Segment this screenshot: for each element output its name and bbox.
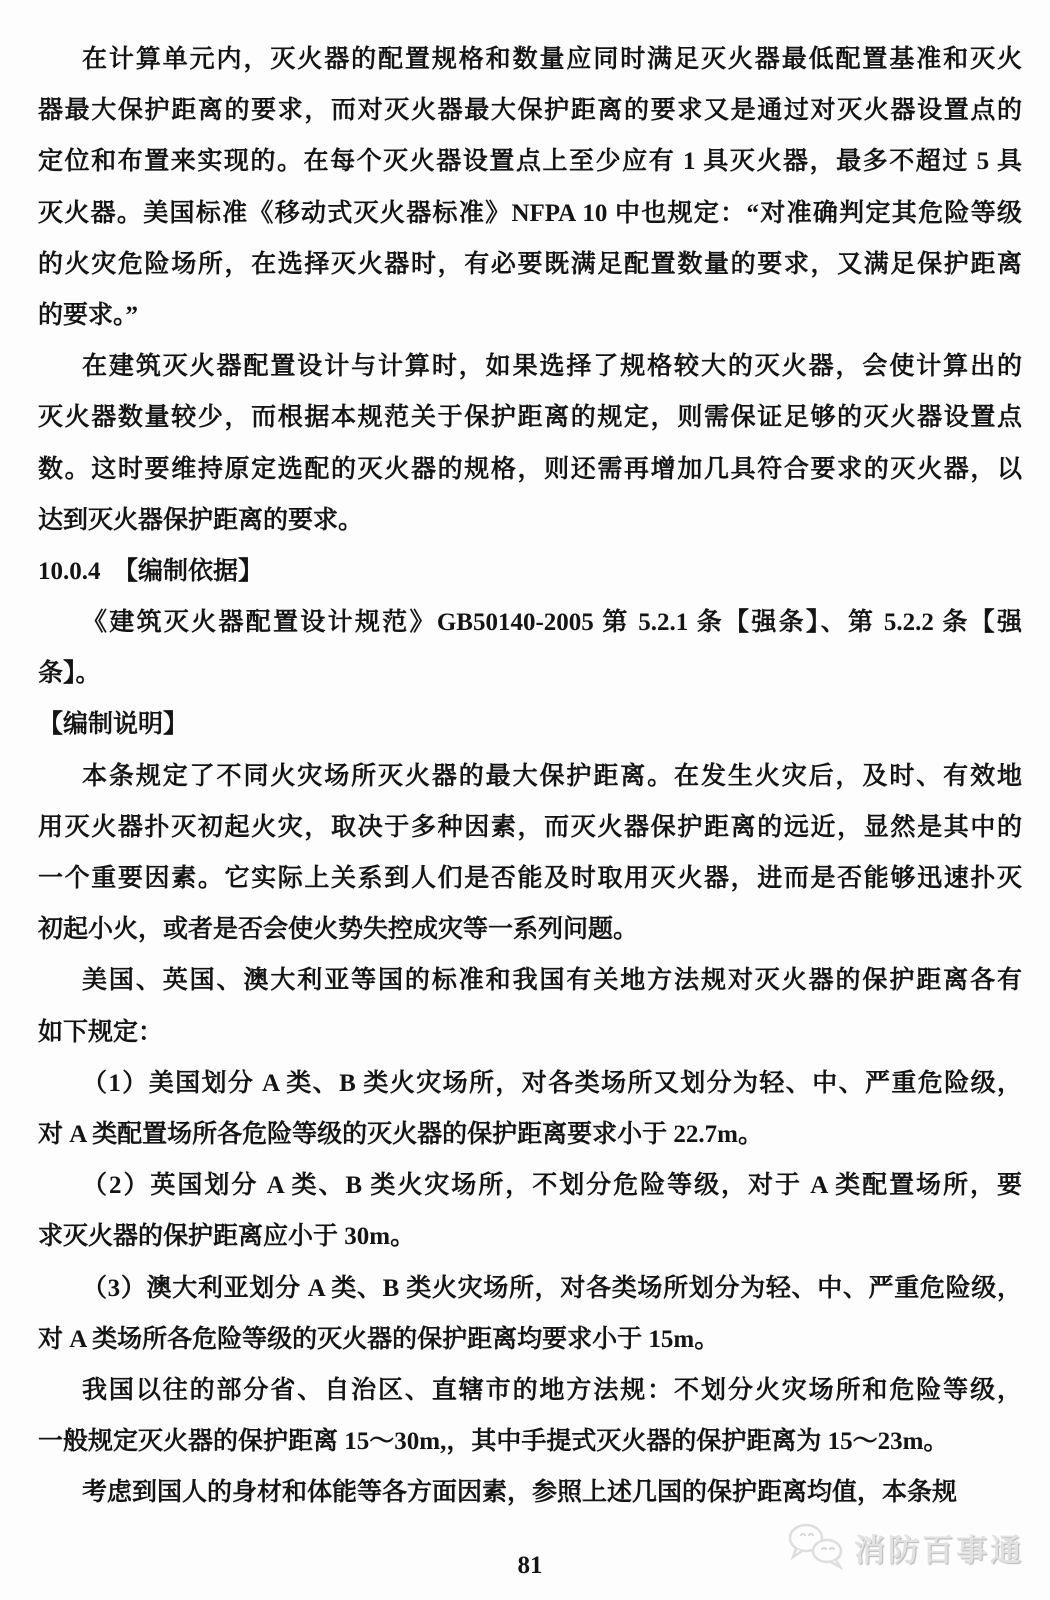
text-line: 用灭火器扑灭初起火灾，取决于多种因素，而灭火器保护距离的远近，显然是其中的 <box>38 813 1022 841</box>
text-line: 达到灭火器保护距离的要求。 <box>38 506 364 534</box>
section-heading <box>38 699 1022 750</box>
document-body <box>38 34 1022 1518</box>
text-line: 在建筑灭火器配置设计与计算时，如果选择了规格较大的灭火器，会使计算出的 <box>82 353 1022 381</box>
text-line: （1）美国划分 A 类、B 类火灾场所，对各类场所又划分为轻、中、严重危险级， <box>82 1069 1022 1097</box>
paragraph <box>38 751 1022 956</box>
text-line: 求灭火器的保护距离应小于 30m。 <box>38 1223 416 1251</box>
text-line: 对 A 类场所各危险等级的灭火器的保护距离均要求小于 15m。 <box>38 1325 720 1353</box>
text-line: （3）澳大利亚划分 A 类、B 类火灾场所，对各类场所划分为轻、中、严重危险级， <box>82 1274 1022 1302</box>
paragraph <box>38 955 1022 1057</box>
text-line: 考虑到国人的身材和体能等各方面因素，参照上述几国的保护距离均值，本条规 <box>82 1479 958 1507</box>
paragraph <box>38 34 1022 341</box>
text-line: 初起小火，或者是否会使火势失控成灾等一系列问题。 <box>38 916 639 944</box>
paragraph <box>38 597 1022 699</box>
text-line: 本条规定了不同火灾场所灭火器的最大保护距离。在发生火灾后，及时、有效地 <box>82 762 1022 790</box>
watermark-label: 消防百事通 <box>854 1533 1024 1568</box>
text-line: 10.0.4 【编制依据】 <box>38 557 264 585</box>
text-line: 条】。 <box>38 660 101 688</box>
text-line: 如下规定： <box>38 1018 164 1046</box>
paragraph <box>38 1263 1022 1365</box>
text-line: 定位和布置来实现的。在每个灭火器设置点上至少应有 1 具灭火器，最多不超过 5 具 <box>38 148 1022 176</box>
text-line: 《建筑灭火器配置设计规范》GB50140-2005 第 5.2.1 条【强条】、第 5.2.2 条【强 <box>82 609 1022 637</box>
paragraph <box>38 1058 1022 1160</box>
section-heading <box>38 546 1022 597</box>
text-line: 在计算单元内，灭火器的配置规格和数量应同时满足灭火器最低配置基准和灭火 <box>82 46 1022 73</box>
page-number: 81 <box>517 1552 543 1579</box>
text-line: 一般规定灭火器的保护距离 15～30m,，其中手提式灭火器的保护距离为 15～23m。 <box>38 1428 949 1456</box>
text-line: （2）英国划分 A 类、B 类火灾场所，不划分危险等级，对于 A 类配置场所，要 <box>82 1172 1022 1200</box>
text-line: 灭火器数量较少，而根据本规范关于保护距离的规定，则需保证足够的灭火器设置点 <box>38 404 1022 432</box>
paragraph <box>38 1365 1022 1467</box>
text-line: 一个重要因素。它实际上关系到人们是否能及时取用灭火器，进而是否能够迅速扑灭 <box>38 865 1022 892</box>
paragraph <box>38 1160 1022 1262</box>
text-line: 【编制说明】 <box>38 711 189 739</box>
paragraph <box>38 341 1022 546</box>
paragraph <box>38 1467 1022 1518</box>
text-line: 数。这时要维持原定选配的灭火器的规格，则还需再增加几具符合要求的灭火器，以 <box>38 455 1022 483</box>
text-line: 美国、英国、澳大利亚等国的标准和我国有关地方法规对灭火器的保护距离各有 <box>82 967 1022 995</box>
text-line: 的要求。” <box>38 301 139 329</box>
text-line: 对 A 类配置场所各危险等级的灭火器的保护距离要求小于 22.7m。 <box>38 1120 764 1148</box>
text-line: 的火灾危险场所，在选择灭火器时，有必要既满足配置数量的要求，又满足保护距离 <box>38 250 1022 278</box>
text-line: 器最大保护距离的要求，而对灭火器最大保护距离的要求又是通过对灭火器设置点的 <box>38 97 1022 125</box>
text-line: 我国以往的部分省、自治区、直辖市的地方法规：不划分火灾场所和危险等级， <box>82 1376 1022 1404</box>
text-line: 灭火器。美国标准《移动式灭火器标准》NFPA 10 中也规定：“对准确判定其危险等级 <box>38 199 1022 227</box>
